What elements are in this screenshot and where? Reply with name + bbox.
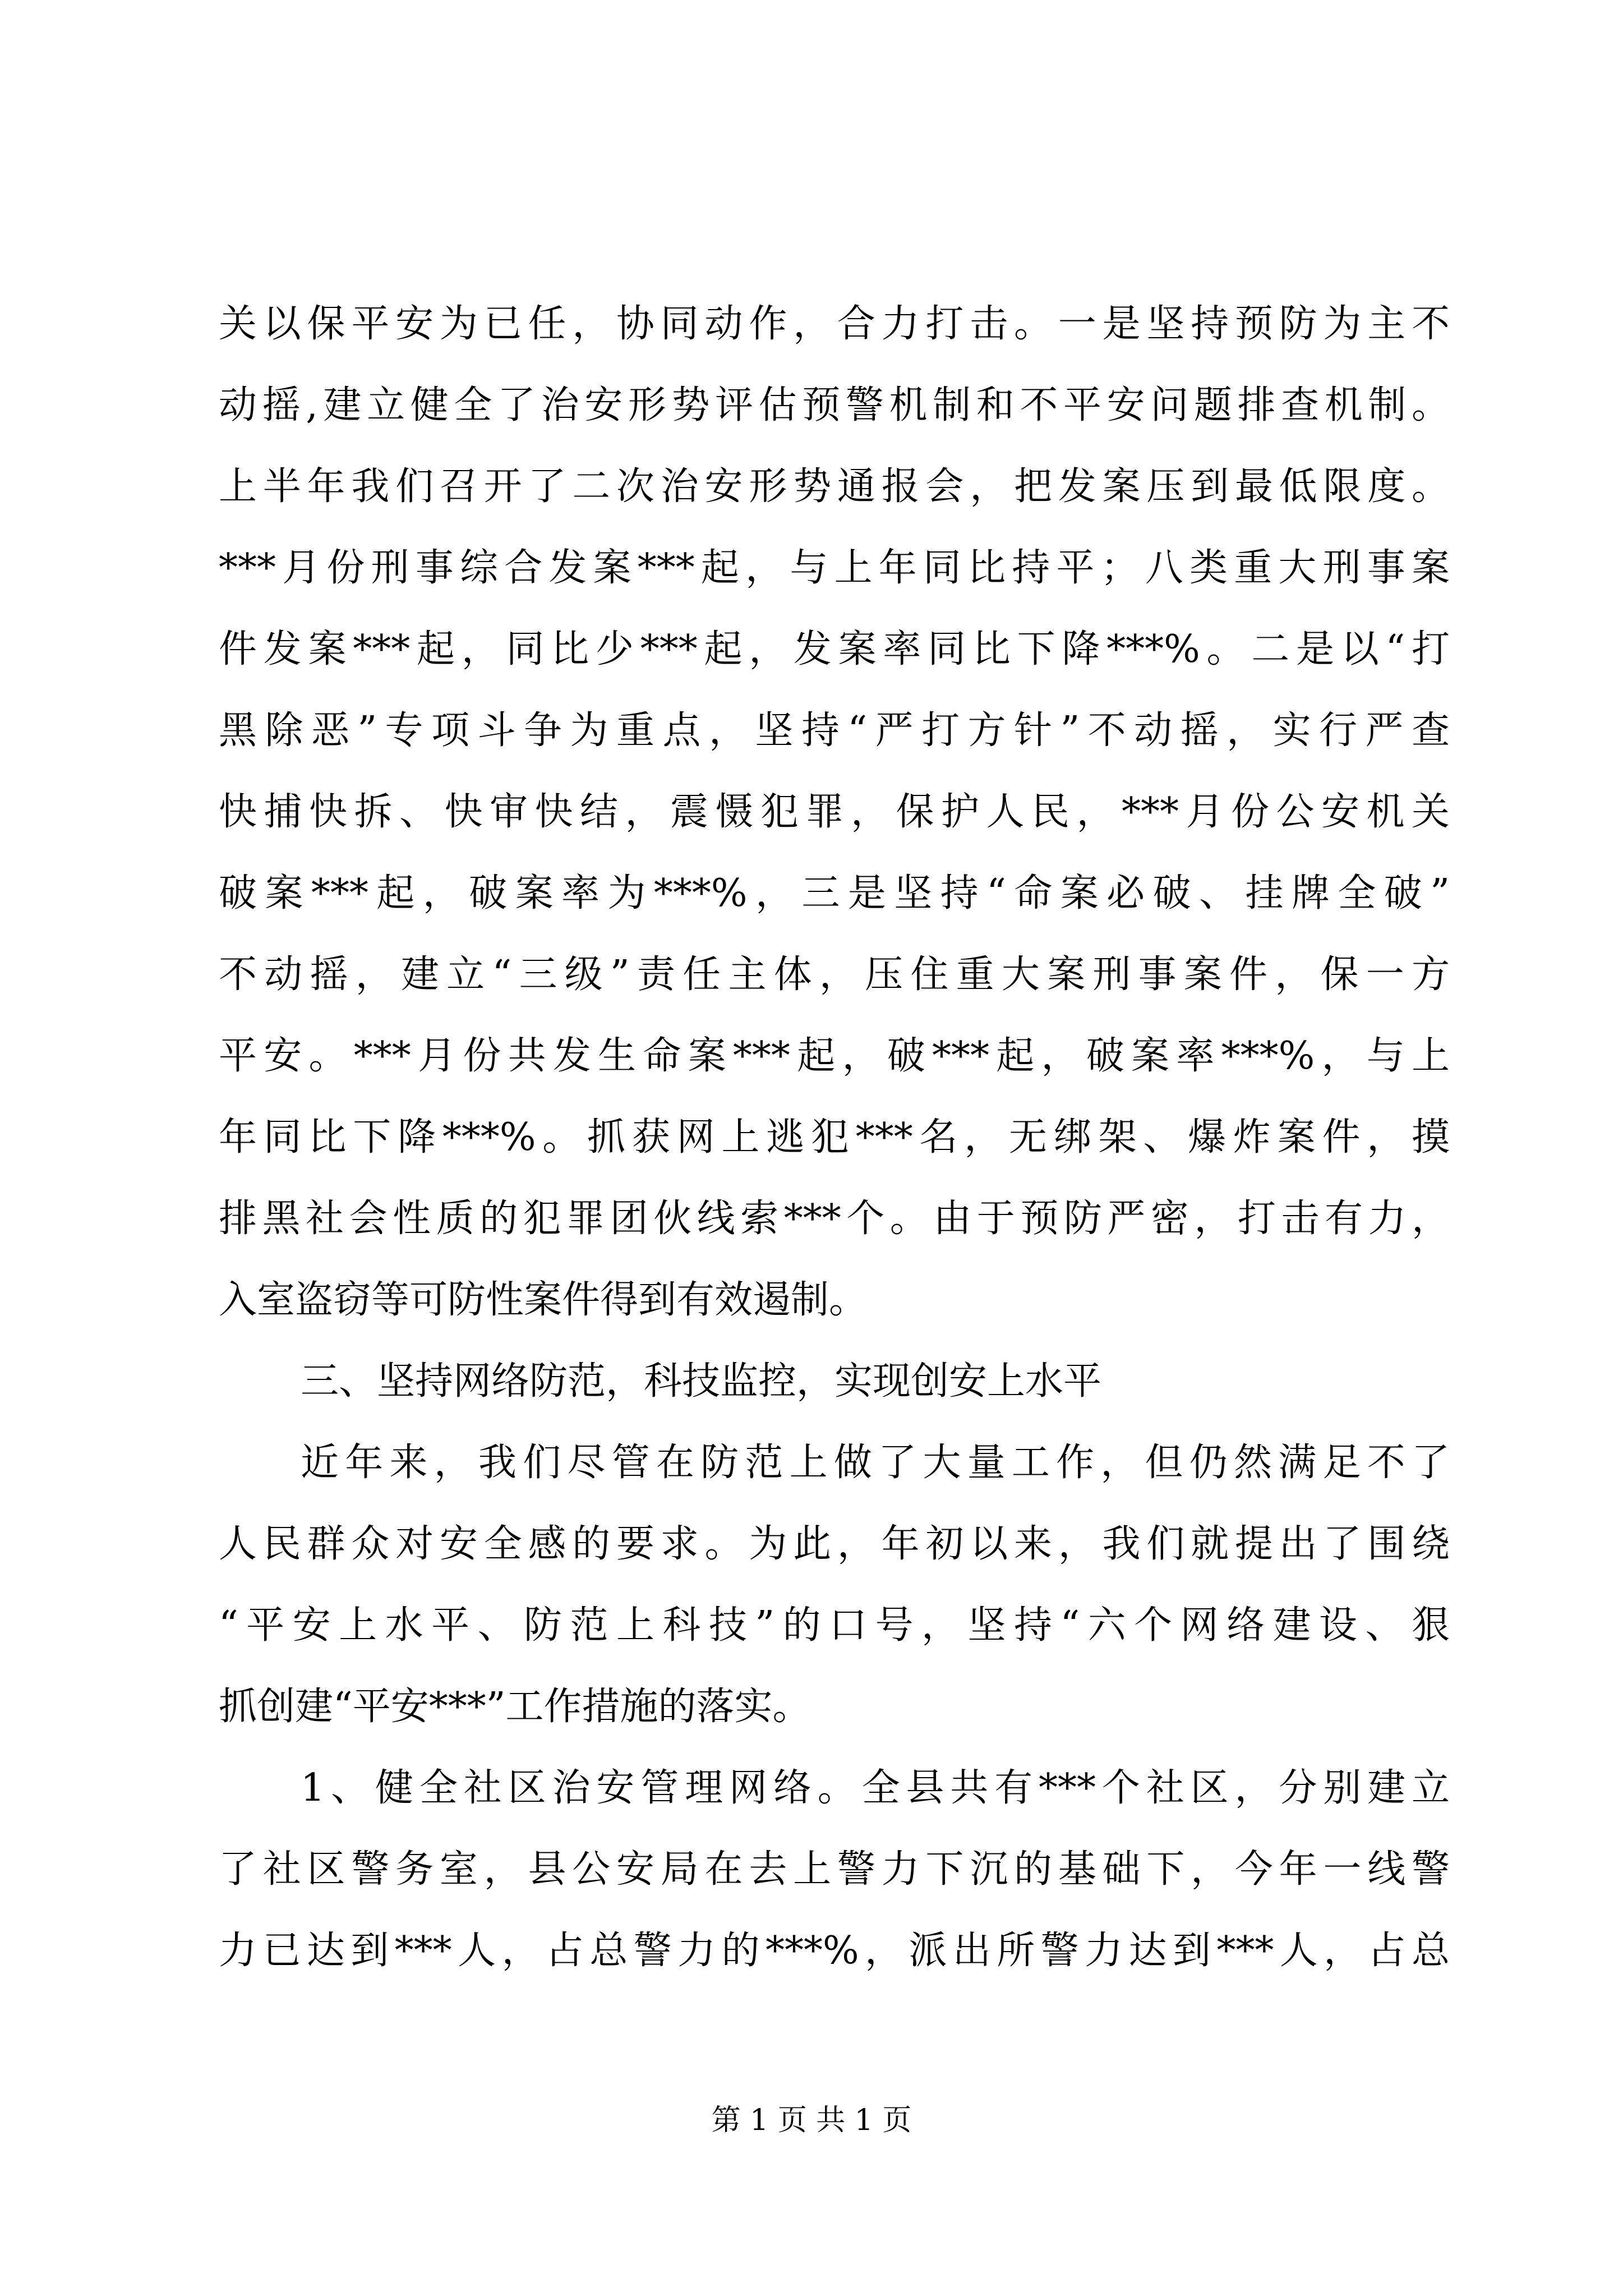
text-line: 排黑社会性质的犯罪团伙线索***个。由于预防严密，打击有力， [219,1197,1450,1241]
text-line: 破案***起，破案率为***%，三是坚持“命案必破、挂牌全破” [219,871,1450,915]
text-line: 关以保平安为已任，协同动作，合力打击。一是坚持预防为主不 [219,302,1450,346]
text-line: 年同比下降***%。抓获网上逃犯***名，无绑架、爆炸案件，摸 [219,1115,1450,1159]
text-line-paragraph-end: 抓创建“平安***”工作措施的落实。 [219,1685,811,1729]
page-number-label: 第 1 页 共 1 页 [711,2104,912,2137]
text-line-paragraph-start: 近年来，我们尽管在防范上做了大量工作，但仍然满足不了 [301,1441,1450,1485]
text-line: 黑除恶”专项斗争为重点，坚持“严打方针”不动摇，实行严查 [219,708,1450,753]
body-text [219,283,1450,1991]
text-line: ***月份刑事综合发案***起，与上年同比持平；八类重大刑事案 [219,546,1450,590]
text-line: 平安。***月份共发生命案***起，破***起，破案率***%，与上 [219,1034,1450,1078]
text-line: 了社区警务室，县公安局在去上警力下沉的基础下，今年一线警 [219,1847,1450,1892]
text-line: “平安上水平、防范上科技”的口号，坚持“六个网络建设、狠 [219,1603,1450,1648]
text-line: 不动摇，建立“三级”责任主体，压住重大案刑事案件，保一方 [219,953,1450,997]
text-line-paragraph-end: 入室盗窃等可防性案件得到有效遏制。 [219,1278,868,1322]
section-heading: 三、坚持网络防范，科技监控，实现创安上水平 [301,1359,1102,1404]
text-line: 上半年我们召开了二次治安形势通报会，把发案压到最低限度。 [219,464,1450,509]
text-line-paragraph-start: 1、健全社区治安管理网络。全县共有***个社区，分别建立 [301,1766,1450,1810]
text-line: 力已达到***人，占总警力的***%，派出所警力达到***人，占总 [219,1929,1450,1973]
text-line: 动摇,建立健全了治安形势评估预警机制和不平安问题排查机制。 [219,383,1450,427]
page-footer [0,2098,1623,2143]
text-line: 件发案***起，同比少***起，发案率同比下降***%。二是以“打 [219,627,1450,671]
text-line: 人民群众对安全感的要求。为此，年初以来，我们就提出了围绕 [219,1522,1450,1566]
text-line: 快捕快拆、快审快结，震慑犯罪，保护人民，***月份公安机关 [219,790,1450,834]
